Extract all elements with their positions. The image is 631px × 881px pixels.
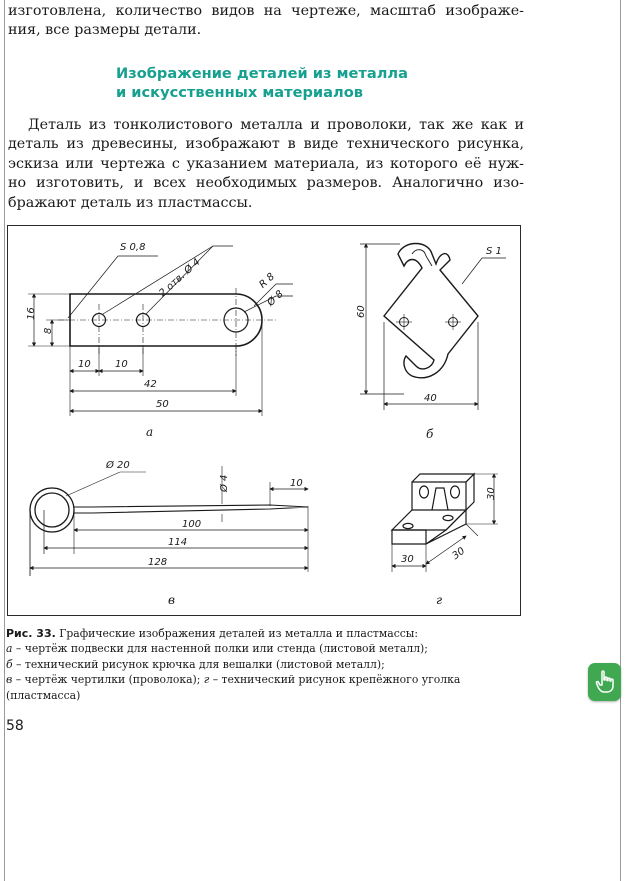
sublabel-v: в bbox=[168, 593, 175, 607]
sublabel-b: б bbox=[426, 427, 434, 441]
caption-line-5 bbox=[6, 688, 524, 703]
bracket-hole-2 bbox=[451, 486, 460, 498]
dim-a-small: 8 bbox=[43, 327, 54, 334]
dim-a-radius: R 8 bbox=[257, 271, 278, 291]
dim-g-d30: 30 bbox=[450, 545, 468, 563]
paragraph-line-5: бражают деталь из пластмассы. bbox=[8, 194, 253, 211]
caption-a-letter: а bbox=[6, 642, 13, 656]
caption-line-2 bbox=[6, 641, 524, 656]
bracket-wall-side bbox=[466, 474, 474, 510]
scriber-ring-outer bbox=[30, 488, 74, 532]
section-heading-line-1: Изображение деталей из металла bbox=[116, 65, 408, 82]
dim-v-d128: 128 bbox=[148, 557, 168, 568]
paragraph-line-3: эскиза или чертежа с указанием материала, из которого её нуж- bbox=[8, 155, 524, 172]
dim-a-d10a: 10 bbox=[78, 359, 91, 370]
top-text-line-1: изготовлена, количество видов на чертеже, масштаб изображе- bbox=[8, 3, 524, 19]
paragraph-line-1: Деталь из тонколистового металла и проволоки, так же как и bbox=[28, 117, 524, 133]
sublabel-a: а bbox=[146, 425, 154, 439]
bracket-hole-1 bbox=[420, 486, 429, 498]
caption-b-text: – технический рисунок крючка для вешалки (листовой металл); bbox=[12, 657, 385, 671]
drawing-a bbox=[26, 242, 293, 439]
figure-33 bbox=[7, 225, 521, 616]
figure-caption bbox=[6, 626, 524, 703]
drawing-g bbox=[392, 474, 498, 607]
dim-v-d114: 114 bbox=[168, 537, 188, 548]
dim-a-d42: 42 bbox=[144, 379, 157, 390]
dim-a-height: 16 bbox=[26, 307, 37, 320]
caption-title: Графические изображения деталей из металла и пластмассы: bbox=[55, 627, 419, 640]
caption-g-text: – технический рисунок крепёжного уголка bbox=[209, 673, 461, 687]
caption-b-letter: б bbox=[6, 657, 13, 671]
dim-v-d100: 100 bbox=[182, 519, 202, 530]
bracket-base-front bbox=[392, 530, 426, 544]
page-border-left bbox=[4, 0, 5, 881]
interactive-mode-button[interactable] bbox=[588, 663, 621, 701]
paragraph-line-4: но изготовить, и всех необходимых размеров. Аналогично изо- bbox=[8, 175, 524, 192]
page-number: 58 bbox=[6, 718, 24, 734]
dim-a-dia: Ø 8 bbox=[265, 288, 286, 309]
caption-g-letter: г bbox=[203, 673, 210, 687]
section-heading-line-2: и искусственных материалов bbox=[116, 84, 363, 101]
dim-v-d10: 10 bbox=[290, 478, 303, 489]
bracket-wall-top bbox=[412, 474, 474, 482]
dim-g-h30: 30 bbox=[486, 487, 497, 500]
dim-v-dia4: Ø 4 bbox=[219, 474, 230, 492]
dim-b-width: 40 bbox=[424, 393, 437, 404]
caption-v-letter: в bbox=[6, 673, 13, 687]
bracket-hole-3 bbox=[403, 523, 413, 528]
dim-a-d50: 50 bbox=[156, 399, 169, 410]
caption-label: Рис. 33. bbox=[6, 627, 56, 640]
caption-a-text: – чертёж подвески для настенной полки или стенда (листовой металл); bbox=[12, 642, 428, 656]
dim-v-dia20: Ø 20 bbox=[106, 460, 130, 471]
bracket-rib bbox=[432, 488, 448, 510]
caption-line-1 bbox=[6, 626, 524, 641]
page-border-right bbox=[620, 0, 621, 881]
figure-33-drawings bbox=[8, 226, 522, 617]
hand-pointer-icon bbox=[595, 670, 615, 694]
scriber-shaft bbox=[74, 505, 308, 513]
scriber-ring-inner bbox=[35, 493, 69, 527]
section-heading bbox=[116, 64, 516, 102]
paragraph bbox=[8, 116, 524, 213]
caption-line-4 bbox=[6, 672, 524, 687]
caption-line-3 bbox=[6, 657, 524, 672]
dim-a-d10b: 10 bbox=[115, 359, 128, 370]
dim-b-height: 60 bbox=[356, 305, 367, 318]
sublabel-g: г bbox=[436, 593, 443, 607]
top-text bbox=[8, 2, 524, 41]
drawing-v bbox=[30, 459, 308, 607]
top-text-line-2: ния, все размеры детали. bbox=[8, 22, 202, 39]
paragraph-line-2: деталь из древесины, изображают в виде технического рисунка, bbox=[8, 136, 524, 153]
dim-a-holes: 2 отв. Ø 4 bbox=[157, 256, 203, 300]
caption-v-text: – чертёж чертилки (проволока); bbox=[12, 673, 204, 687]
dim-g-w30: 30 bbox=[401, 554, 414, 565]
caption-g-text-2: (пластмасса) bbox=[6, 688, 81, 702]
dim-a-s: S 0,8 bbox=[120, 242, 146, 253]
bracket-hole-4 bbox=[443, 515, 453, 520]
drawing-b bbox=[356, 244, 506, 442]
dim-b-s: S 1 bbox=[486, 246, 502, 257]
